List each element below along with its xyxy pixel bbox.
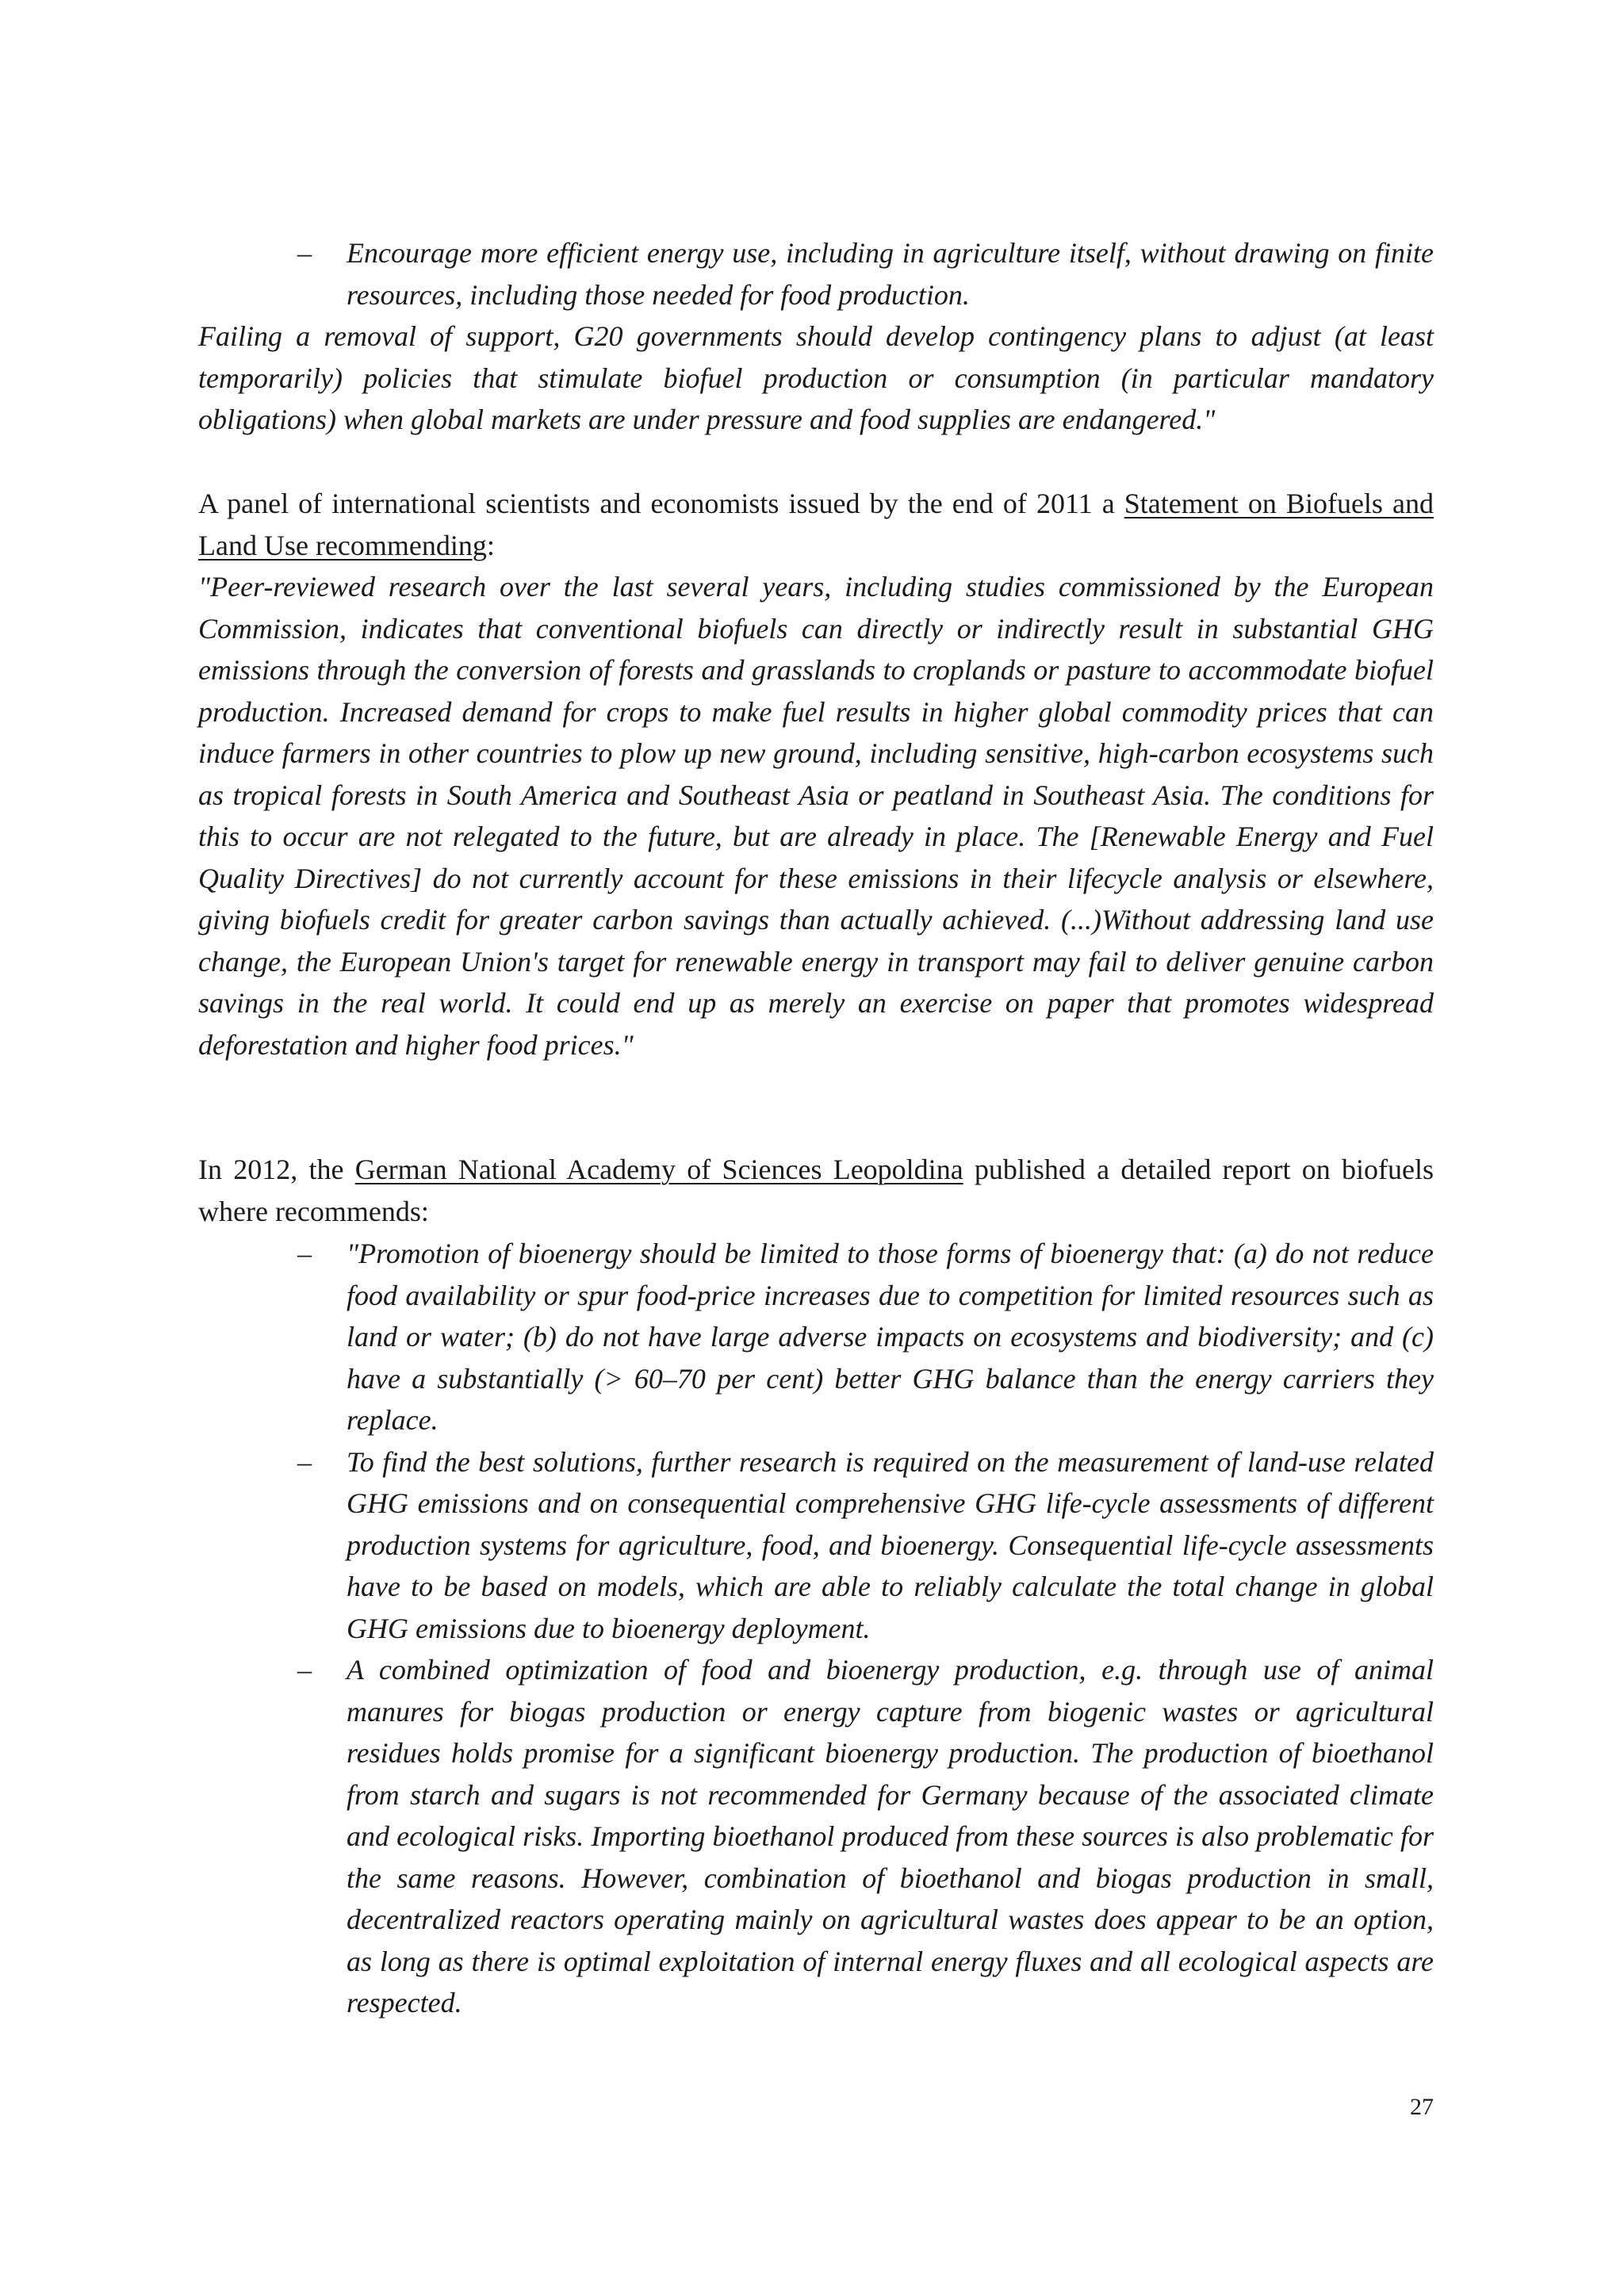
bullet-text: Encourage more efficient energy use, including in agriculture itself, without drawing on finite resources, including those needed for food production.: [347, 237, 1434, 311]
panel-intro-text: A panel of international scientists and economists issued by the end of 2011 a: [198, 488, 1124, 519]
panel-quote-paragraph: "Peer-reviewed research over the last several years, including studies commissioned by the European Commission, indicates that conventional biofuels can directly or indirectly result in substantial GHG emissions through the conversion of forests and grasslands to croplands or pasture to accommodate biofuel production. Increased demand for crops to make fuel results in higher global commodity prices that can induce farmers in other countries to plow up new ground, including sensitive, high-carbon ecosystems such as tropical forests in South America and Southeast Asia or peatland in Southeast Asia. The conditions for this to occur are not relegated to the future, but are already in place. The [Renewable Energy and Fuel Quality Directives] do not currently account for these emissions in their lifecycle analysis or elsewhere, giving biofuels credit for greater carbon savings than actually achieved. (...)Without addressing land use change, the European Union's target for renewable energy in transport may fail to deliver genuine carbon savings in the real world. It could end up as merely an exercise on paper that promotes widespread deforestation and higher food prices.": [198, 571, 1434, 1061]
list-item: [198, 1649, 1434, 2024]
list-item: [198, 232, 1434, 316]
bullet-dash: –: [297, 237, 312, 269]
leopoldina-intro-text: In 2012, the: [198, 1154, 355, 1185]
panel-intro-colon: :: [486, 529, 495, 561]
top-bullet-list: [198, 232, 1434, 316]
g20-paragraph: Failing a removal of support, G20 governments should develop contingency plans to adjust (at least temporarily) policies that stimulate biofuel production or consumption (in particular mandatory obligations) when global markets are under pressure and food supplies are endangered.": [198, 320, 1434, 435]
page-number: 27: [1410, 2094, 1434, 2120]
statement-on-biofuels-link[interactable]: Statement on Biofuels and Land Use recommending: [198, 488, 1434, 561]
list-item: [198, 1441, 1434, 1650]
bullet-text: To find the best solutions, further research is required on the measurement of land-use related GHG emissions and on consequential comprehensive GHG life-cycle assessments of different production systems for agriculture, food, and bioenergy. Consequential life-cycle assessments have to be based on models, which are able to reliably calculate the total change in global GHG emissions due to bioenergy deployment.: [347, 1445, 1434, 1644]
leopoldina-link[interactable]: German National Academy of Sciences Leopoldina: [354, 1154, 963, 1185]
panel-intro-paragraph: [198, 483, 1434, 566]
leopoldina-intro-paragraph: [198, 1149, 1434, 1232]
bullet-text: A combined optimization of food and bioenergy production, e.g. through use of animal manures for biogas production or energy capture from biogenic wastes or agricultural residues holds promise for a significant bioenergy production. The production of bioethanol from starch and sugars is not recommended for Germany because of the associated climate and ecological risks. Importing bioethanol produced from these sources is also problematic for the same reasons. However, combination of bioethanol and biogas production in small, decentralized reactors operating mainly on agricultural wastes does appear to be an option, as long as there is optimal exploitation of internal energy fluxes and all ecological aspects are respected.: [347, 1654, 1434, 2019]
document-page: [198, 0, 1434, 2296]
bullet-dash: –: [297, 1445, 312, 1478]
bullet-dash: –: [297, 1238, 312, 1269]
list-item: [198, 1233, 1434, 1441]
bullet-text: "Promotion of bioenergy should be limited to those forms of bioenergy that: (a) do not reduce food availability or spur food-price increases due to competition for limited resources such as land or water; (b) do not have large adverse impacts on ecosystems and biodiversity; and (c) have a substantially (> 60–70 per cent) better GHG balance than the energy carriers they replace.: [347, 1238, 1434, 1436]
bullet-dash: –: [297, 1654, 312, 1686]
leopoldina-bullet-list: [198, 1233, 1434, 2024]
leopoldina-intro-rest: published a detailed report on biofuels where recommends:: [198, 1154, 1434, 1227]
